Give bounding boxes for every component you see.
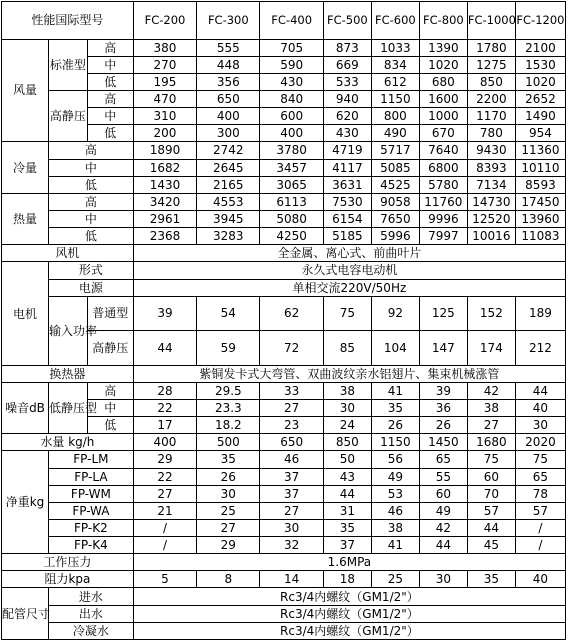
table-row — [2, 228, 566, 245]
value-cell: 1390 — [419, 39, 467, 56]
value-cell: 53 — [371, 485, 419, 502]
value-cell: 212 — [515, 331, 565, 366]
value-cell: 152 — [467, 296, 515, 331]
level-label: 中 — [87, 56, 133, 73]
value-cell: 4117 — [323, 159, 371, 176]
value-cell: 38 — [323, 382, 371, 399]
table-row — [2, 554, 566, 571]
value-cell: 13960 — [515, 210, 565, 227]
value-cell: 65 — [515, 468, 565, 485]
value-cell: 78 — [515, 485, 565, 502]
value-cell: 14730 — [467, 193, 515, 210]
value-cell: 44 — [515, 382, 565, 399]
value-cell: 22 — [133, 468, 196, 485]
value-cell: 23 — [260, 417, 323, 434]
heating-label: 热量 — [2, 193, 49, 244]
value-cell: 1490 — [515, 108, 565, 125]
value-cell: 5717 — [371, 142, 419, 159]
value-cell: 39 — [133, 296, 196, 331]
value-cell: 2368 — [133, 228, 196, 245]
value-cell: 2200 — [467, 90, 515, 107]
value-cell: 7650 — [371, 210, 419, 227]
value-cell: 5 — [133, 571, 196, 588]
value-cell: 470 — [133, 90, 196, 107]
value-cell: 11083 — [515, 228, 565, 245]
value-cell: 680 — [419, 73, 467, 90]
value-cell: 27 — [133, 485, 196, 502]
value-cell: 2645 — [197, 159, 260, 176]
value-cell: 5080 — [260, 210, 323, 227]
value-cell: 44 — [323, 485, 371, 502]
table-row — [2, 193, 566, 210]
value-cell: 72 — [260, 331, 323, 366]
level-label: 中 — [87, 108, 133, 125]
table-row — [2, 502, 566, 519]
motor-form-value: 永久式电容电动机 — [133, 262, 565, 279]
piping-label: 配管尺寸 — [2, 588, 49, 640]
value-cell: 1680 — [467, 434, 515, 451]
value-cell: 57 — [467, 502, 515, 519]
value-cell: 2100 — [515, 39, 565, 56]
value-cell: 29 — [197, 537, 260, 554]
level-label: 低 — [87, 417, 133, 434]
value-cell: 23.3 — [197, 399, 260, 416]
value-cell: 3945 — [197, 210, 260, 227]
table-row — [2, 451, 566, 468]
net-weight-model-label: FP-WM — [48, 485, 133, 502]
value-cell: 45 — [467, 537, 515, 554]
level-label: 中 — [48, 210, 133, 227]
header-fc-200: FC-200 — [133, 2, 196, 40]
value-cell: 6800 — [419, 159, 467, 176]
value-cell: 3420 — [133, 193, 196, 210]
value-cell: 30 — [515, 417, 565, 434]
fan-value: 全金属、离心式、前曲叶片 — [133, 245, 565, 262]
value-cell: 195 — [133, 73, 196, 90]
value-cell: 1150 — [371, 90, 419, 107]
value-cell: 840 — [260, 90, 323, 107]
value-cell: 17450 — [515, 193, 565, 210]
value-cell: 834 — [371, 56, 419, 73]
value-cell: 380 — [133, 39, 196, 56]
noise-label: 噪音dB — [2, 382, 49, 433]
value-cell: 6154 — [323, 210, 371, 227]
value-cell: 270 — [133, 56, 196, 73]
value-cell: / — [133, 537, 196, 554]
value-cell: 37 — [260, 468, 323, 485]
header-model-label: 性能国际型号 — [2, 2, 134, 40]
value-cell: 11360 — [515, 142, 565, 159]
table-row — [2, 605, 566, 622]
table-row — [2, 622, 566, 639]
value-cell: 533 — [323, 73, 371, 90]
value-cell: 9430 — [467, 142, 515, 159]
value-cell: 65 — [419, 451, 467, 468]
value-cell: 310 — [133, 108, 196, 125]
header-fc-1200: FC-1200 — [515, 2, 565, 40]
piping-row-label: 冷凝水 — [48, 622, 133, 639]
heat-exchanger-label: 换热器 — [2, 365, 134, 382]
work-pressure-label: 工作压力 — [2, 554, 134, 571]
table-row — [2, 39, 566, 56]
value-cell: 56 — [371, 451, 419, 468]
value-cell: / — [133, 519, 196, 536]
value-cell: 400 — [260, 125, 323, 142]
value-cell: 25 — [197, 502, 260, 519]
value-cell: 1000 — [419, 108, 467, 125]
value-cell: 650 — [197, 90, 260, 107]
value-cell: 59 — [197, 331, 260, 366]
table-row — [2, 159, 566, 176]
value-cell: 29.5 — [197, 382, 260, 399]
value-cell: / — [515, 519, 565, 536]
noise-sub-label: 低静压型 — [48, 382, 87, 433]
net-weight-model-label: FP-WA — [48, 502, 133, 519]
value-cell: 430 — [260, 73, 323, 90]
level-label: 高 — [48, 142, 133, 159]
value-cell: 60 — [419, 485, 467, 502]
value-cell: 38 — [467, 399, 515, 416]
value-cell: 8 — [197, 571, 260, 588]
table-row — [2, 296, 566, 331]
piping-row-value: Rc3/4内螺纹（GM1/2"） — [133, 588, 565, 605]
level-label: 低 — [48, 176, 133, 193]
piping-row-label: 进水 — [48, 588, 133, 605]
value-cell: 30 — [419, 571, 467, 588]
table-row — [2, 519, 566, 536]
header-fc-400: FC-400 — [260, 2, 323, 40]
level-label: 高 — [87, 90, 133, 107]
value-cell: 25 — [371, 571, 419, 588]
value-cell: 8393 — [467, 159, 515, 176]
value-cell: 670 — [419, 125, 467, 142]
value-cell: 800 — [371, 108, 419, 125]
value-cell: 620 — [323, 108, 371, 125]
work-pressure-value: 1.6MPa — [133, 554, 565, 571]
value-cell: 41 — [371, 537, 419, 554]
value-cell: 7530 — [323, 193, 371, 210]
value-cell: 75 — [323, 296, 371, 331]
value-cell: 36 — [419, 399, 467, 416]
value-cell: 430 — [323, 125, 371, 142]
value-cell: 3457 — [260, 159, 323, 176]
value-cell: 26 — [371, 417, 419, 434]
value-cell: 24 — [323, 417, 371, 434]
value-cell: 4250 — [260, 228, 323, 245]
value-cell: 2742 — [197, 142, 260, 159]
header-fc-500: FC-500 — [323, 2, 371, 40]
value-cell: 27 — [467, 417, 515, 434]
airflow-label: 风量 — [2, 39, 49, 142]
value-cell: 43 — [323, 468, 371, 485]
value-cell: 30 — [197, 485, 260, 502]
value-cell: 27 — [260, 399, 323, 416]
value-cell: 189 — [515, 296, 565, 331]
value-cell: 21 — [133, 502, 196, 519]
value-cell: 57 — [515, 502, 565, 519]
value-cell: 38 — [371, 519, 419, 536]
value-cell: 46 — [260, 451, 323, 468]
table-row — [2, 262, 566, 279]
header-fc-800: FC-800 — [419, 2, 467, 40]
value-cell: 32 — [260, 537, 323, 554]
net-weight-model-label: FP-K4 — [48, 537, 133, 554]
table-row — [2, 365, 566, 382]
value-cell: 49 — [419, 502, 467, 519]
value-cell: 10110 — [515, 159, 565, 176]
cooling-label: 冷量 — [2, 142, 49, 193]
value-cell: 873 — [323, 39, 371, 56]
water-flow-label: 水量 kg/h — [2, 434, 134, 451]
table-row — [2, 279, 566, 296]
table-row — [2, 245, 566, 262]
value-cell: 705 — [260, 39, 323, 56]
value-cell: 35 — [371, 399, 419, 416]
value-cell: 7997 — [419, 228, 467, 245]
value-cell: 2165 — [197, 176, 260, 193]
value-cell: 30 — [323, 399, 371, 416]
value-cell: 5780 — [419, 176, 467, 193]
spec-table — [1, 1, 566, 640]
net-weight-model-label: FP-K2 — [48, 519, 133, 536]
value-cell: 650 — [260, 434, 323, 451]
table-row — [2, 90, 566, 107]
value-cell: 3631 — [323, 176, 371, 193]
value-cell: 85 — [323, 331, 371, 366]
value-cell: 4525 — [371, 176, 419, 193]
level-label: 低 — [87, 125, 133, 142]
table-row — [2, 434, 566, 451]
net-weight-model-label: FP-LM — [48, 451, 133, 468]
value-cell: 600 — [260, 108, 323, 125]
motor-power-supply-label: 电源 — [48, 279, 133, 296]
value-cell: 1170 — [467, 108, 515, 125]
value-cell: 54 — [197, 296, 260, 331]
level-label: 低 — [48, 228, 133, 245]
value-cell: 49 — [371, 468, 419, 485]
value-cell: 147 — [419, 331, 467, 366]
input-power-normal-label: 普通型 — [87, 296, 133, 331]
motor-power-supply-value: 单相交流220V/50Hz — [133, 279, 565, 296]
spec-table-body — [2, 2, 566, 640]
level-label: 高 — [48, 193, 133, 210]
value-cell: 1275 — [467, 56, 515, 73]
table-row — [2, 468, 566, 485]
motor-label: 电机 — [2, 262, 49, 365]
value-cell: 125 — [419, 296, 467, 331]
value-cell: 17 — [133, 417, 196, 434]
value-cell: 31 — [323, 502, 371, 519]
value-cell: 27 — [260, 502, 323, 519]
piping-row-value: Rc3/4内螺纹（GM1/2"） — [133, 622, 565, 639]
value-cell: 954 — [515, 125, 565, 142]
table-row — [2, 588, 566, 605]
table-row — [2, 382, 566, 399]
value-cell: 5185 — [323, 228, 371, 245]
value-cell: 60 — [467, 468, 515, 485]
value-cell: 1033 — [371, 39, 419, 56]
value-cell: 400 — [133, 434, 196, 451]
value-cell: 1600 — [419, 90, 467, 107]
value-cell: 44 — [133, 331, 196, 366]
header-row — [2, 2, 566, 40]
value-cell: 9996 — [419, 210, 467, 227]
value-cell: 555 — [197, 39, 260, 56]
value-cell: 104 — [371, 331, 419, 366]
value-cell: 400 — [197, 108, 260, 125]
value-cell: 174 — [467, 331, 515, 366]
value-cell: 3283 — [197, 228, 260, 245]
motor-form-label: 形式 — [48, 262, 133, 279]
value-cell: 12520 — [467, 210, 515, 227]
value-cell: 448 — [197, 56, 260, 73]
value-cell: 780 — [467, 125, 515, 142]
value-cell: 35 — [467, 571, 515, 588]
value-cell: / — [515, 537, 565, 554]
value-cell: 1682 — [133, 159, 196, 176]
value-cell: 42 — [467, 382, 515, 399]
level-label: 高 — [87, 39, 133, 56]
resistance-label: 阻力kpa — [2, 571, 134, 588]
value-cell: 28 — [133, 382, 196, 399]
value-cell: 490 — [371, 125, 419, 142]
value-cell: 40 — [515, 571, 565, 588]
value-cell: 44 — [467, 519, 515, 536]
motor-input-power-label: 输入功率 — [48, 296, 87, 365]
value-cell: 50 — [323, 451, 371, 468]
value-cell: 2652 — [515, 90, 565, 107]
value-cell: 75 — [467, 451, 515, 468]
value-cell: 1450 — [419, 434, 467, 451]
input-power-high-static-label: 高静压 — [87, 331, 133, 366]
level-label: 高 — [87, 382, 133, 399]
value-cell: 850 — [323, 434, 371, 451]
value-cell: 44 — [419, 537, 467, 554]
level-label: 中 — [87, 399, 133, 416]
value-cell: 669 — [323, 56, 371, 73]
value-cell: 1150 — [371, 434, 419, 451]
table-row — [2, 210, 566, 227]
value-cell: 35 — [323, 519, 371, 536]
value-cell: 18 — [323, 571, 371, 588]
value-cell: 18.2 — [197, 417, 260, 434]
value-cell: 200 — [133, 125, 196, 142]
value-cell: 1780 — [467, 39, 515, 56]
value-cell: 500 — [197, 434, 260, 451]
value-cell: 1020 — [419, 56, 467, 73]
value-cell: 39 — [419, 382, 467, 399]
value-cell: 5996 — [371, 228, 419, 245]
value-cell: 940 — [323, 90, 371, 107]
table-row — [2, 176, 566, 193]
value-cell: 356 — [197, 73, 260, 90]
value-cell: 26 — [419, 417, 467, 434]
value-cell: 3780 — [260, 142, 323, 159]
value-cell: 14 — [260, 571, 323, 588]
header-fc-1000: FC-1000 — [467, 2, 515, 40]
value-cell: 33 — [260, 382, 323, 399]
value-cell: 37 — [323, 537, 371, 554]
value-cell: 7640 — [419, 142, 467, 159]
value-cell: 8593 — [515, 176, 565, 193]
value-cell: 46 — [371, 502, 419, 519]
value-cell: 1890 — [133, 142, 196, 159]
value-cell: 55 — [419, 468, 467, 485]
fan-label: 风机 — [2, 245, 134, 262]
table-row — [2, 537, 566, 554]
value-cell: 300 — [197, 125, 260, 142]
value-cell: 612 — [371, 73, 419, 90]
level-label: 低 — [87, 73, 133, 90]
value-cell: 22 — [133, 399, 196, 416]
piping-row-value: Rc3/4内螺纹（GM1/2"） — [133, 605, 565, 622]
header-fc-600: FC-600 — [371, 2, 419, 40]
value-cell: 4553 — [197, 193, 260, 210]
value-cell: 5085 — [371, 159, 419, 176]
value-cell: 1530 — [515, 56, 565, 73]
value-cell: 2961 — [133, 210, 196, 227]
value-cell: 92 — [371, 296, 419, 331]
table-row — [2, 571, 566, 588]
value-cell: 11760 — [419, 193, 467, 210]
value-cell: 75 — [515, 451, 565, 468]
value-cell: 26 — [197, 468, 260, 485]
value-cell: 41 — [371, 382, 419, 399]
value-cell: 6113 — [260, 193, 323, 210]
value-cell: 1430 — [133, 176, 196, 193]
value-cell: 9058 — [371, 193, 419, 210]
airflow-standard-label: 标准型 — [48, 39, 87, 90]
value-cell: 40 — [515, 399, 565, 416]
net-weight-label: 净重kg — [2, 451, 49, 554]
airflow-high_static-label: 高静压 — [48, 90, 87, 141]
value-cell: 590 — [260, 56, 323, 73]
value-cell: 37 — [260, 485, 323, 502]
net-weight-model-label: FP-LA — [48, 468, 133, 485]
value-cell: 10016 — [467, 228, 515, 245]
value-cell: 70 — [467, 485, 515, 502]
value-cell: 850 — [467, 73, 515, 90]
value-cell: 4719 — [323, 142, 371, 159]
value-cell: 42 — [419, 519, 467, 536]
value-cell: 2020 — [515, 434, 565, 451]
table-row — [2, 142, 566, 159]
piping-row-label: 出水 — [48, 605, 133, 622]
value-cell: 62 — [260, 296, 323, 331]
header-fc-300: FC-300 — [197, 2, 260, 40]
value-cell: 30 — [260, 519, 323, 536]
table-row — [2, 485, 566, 502]
value-cell: 3065 — [260, 176, 323, 193]
value-cell: 7134 — [467, 176, 515, 193]
heat-exchanger-value: 紫铜发卡式大弯管、双曲波纹亲水铝翅片、集束机械涨管 — [133, 365, 565, 382]
value-cell: 35 — [197, 451, 260, 468]
value-cell: 29 — [133, 451, 196, 468]
level-label: 中 — [48, 159, 133, 176]
value-cell: 1020 — [515, 73, 565, 90]
value-cell: 27 — [197, 519, 260, 536]
